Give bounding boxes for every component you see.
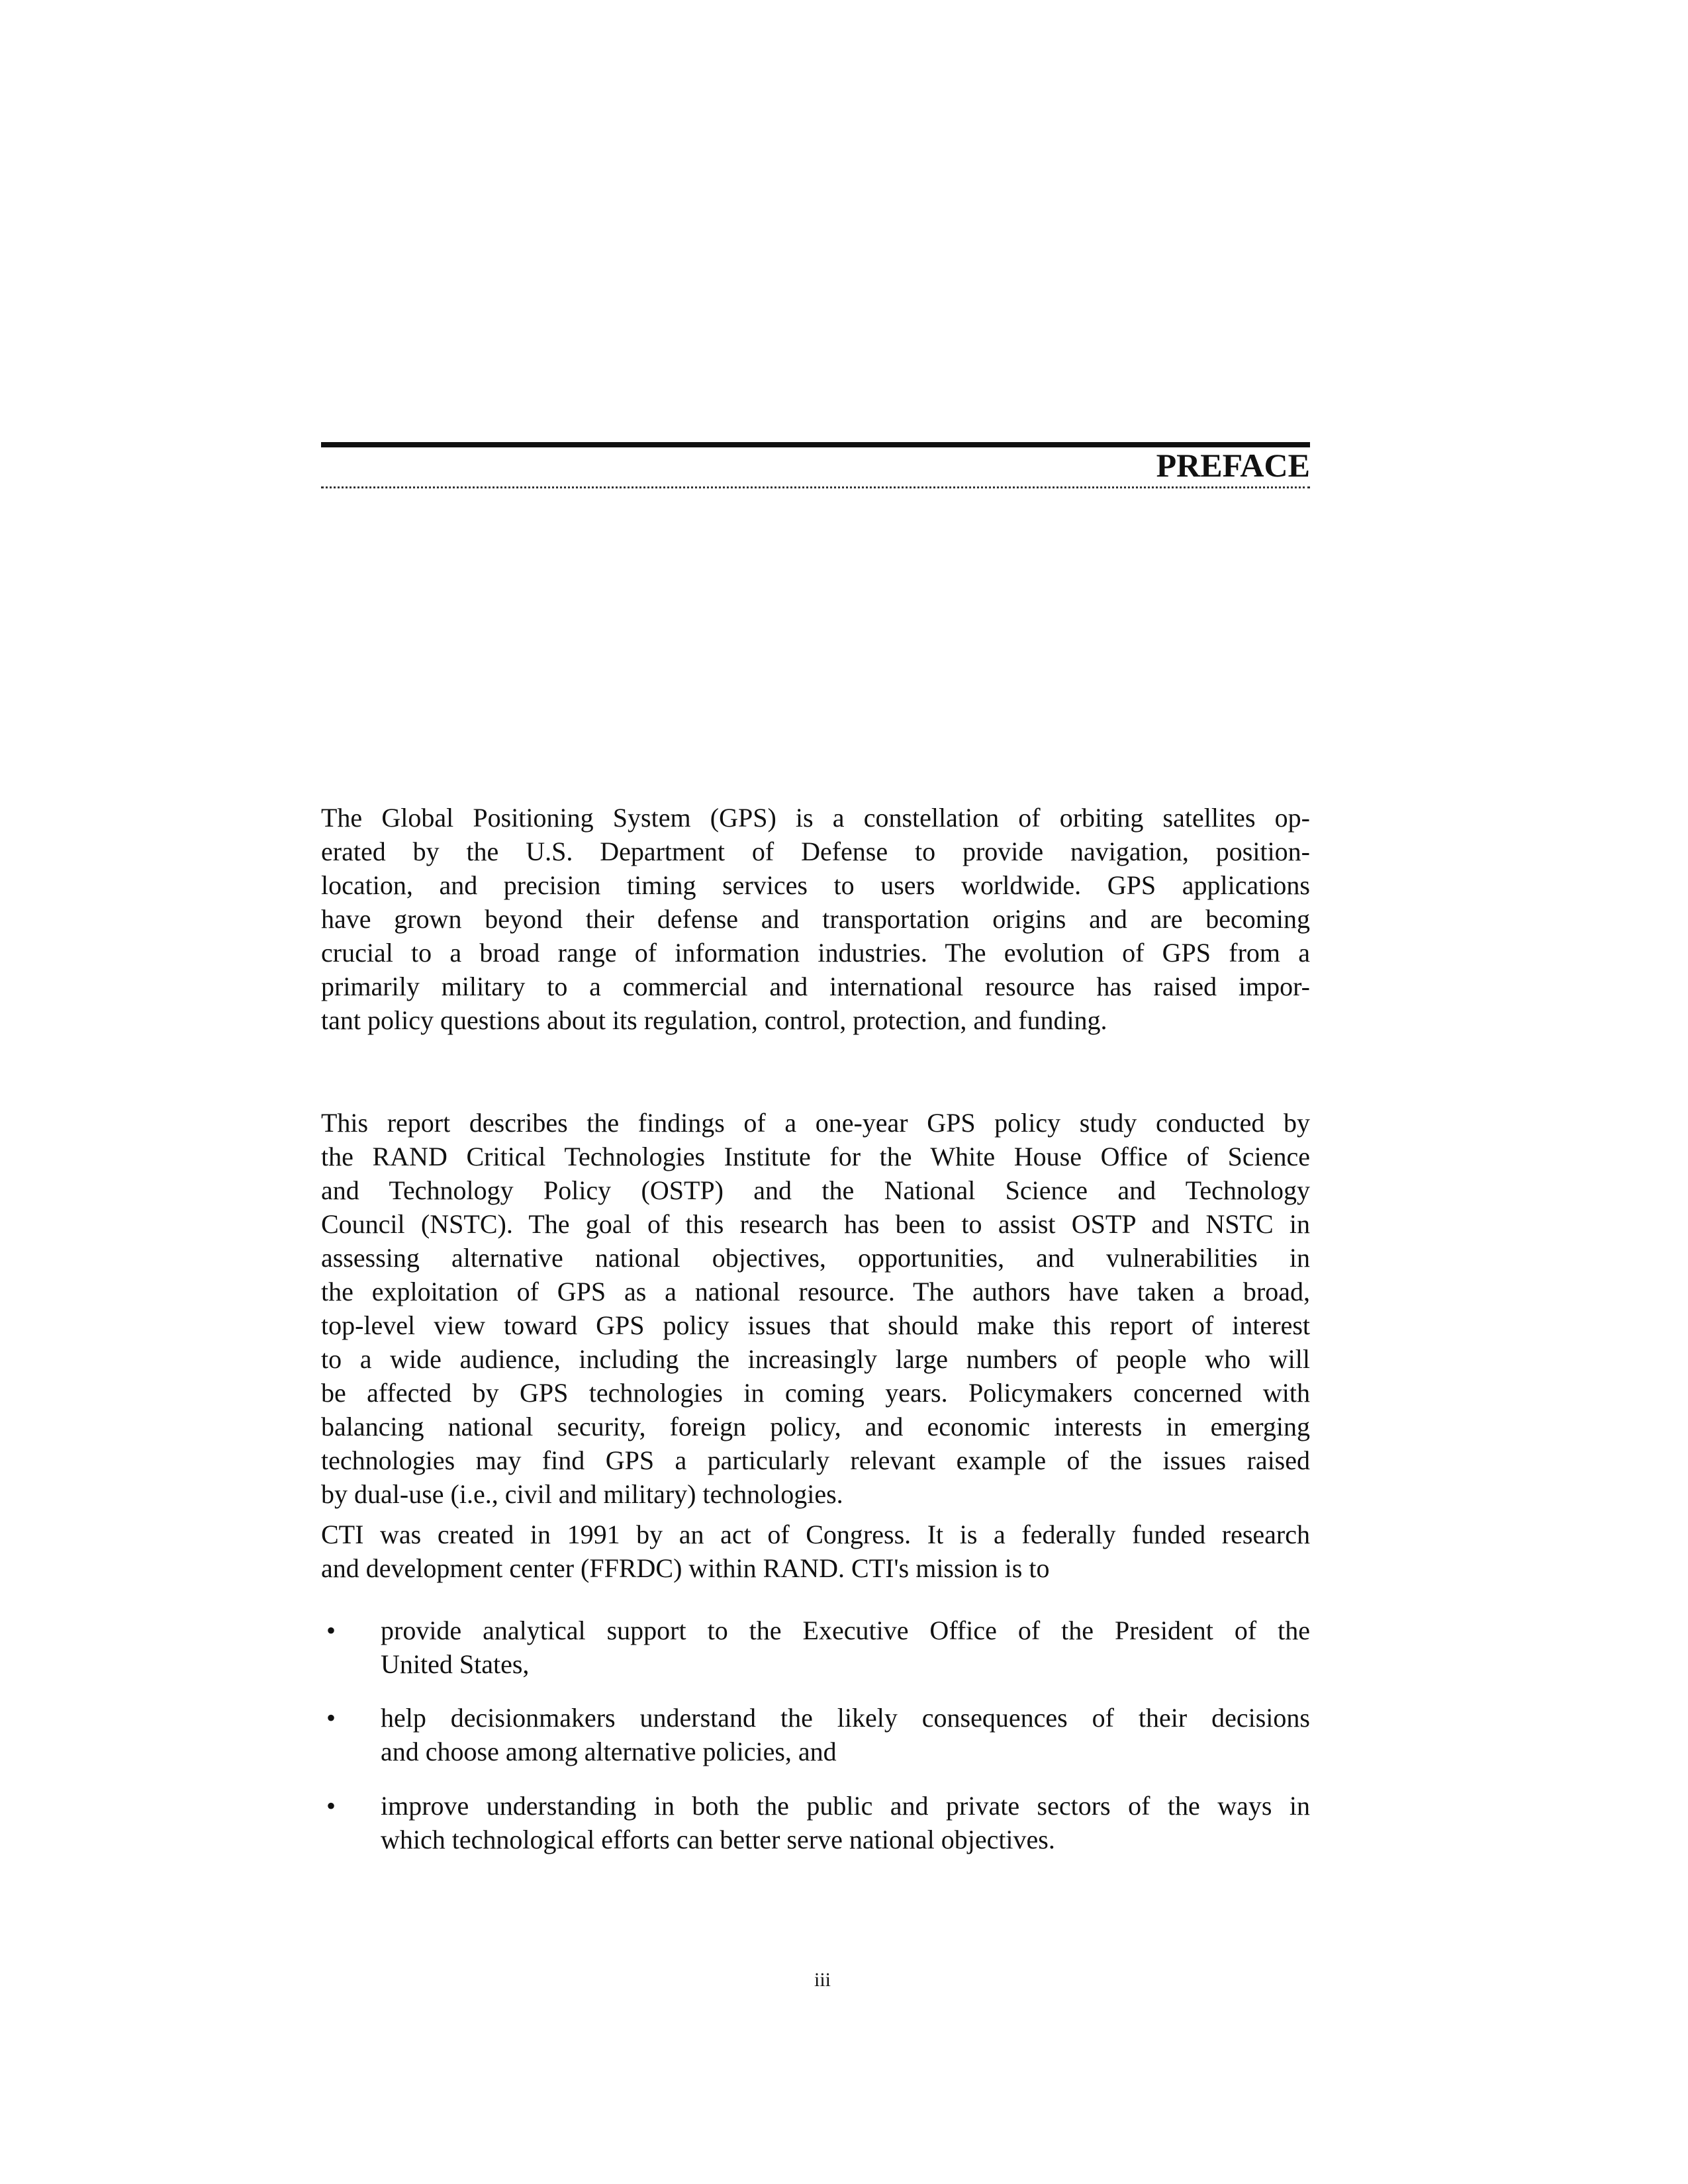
text-line: top-level view toward GPS policy issues that should make this report of interest xyxy=(321,1310,1310,1340)
text-line: CTI was created in 1991 by an act of Congress. It is a federally funded research xyxy=(321,1520,1310,1549)
text-line: provide analytical support to the Executive Office of the President of the xyxy=(381,1615,1310,1645)
text-line: the RAND Critical Technologies Institute for the White House Office of Science xyxy=(321,1142,1310,1171)
text-line: have grown beyond their defense and transportation origins and are becoming xyxy=(321,904,1310,934)
text-line: United States, xyxy=(381,1649,530,1679)
bullet-item xyxy=(321,1789,1310,1856)
text-line: by dual-use (i.e., civil and military) technologies. xyxy=(321,1479,843,1509)
page-title: PREFACE xyxy=(1156,447,1310,484)
bullet-icon: • xyxy=(326,1703,336,1733)
text-line: and development center (FFRDC) within RAND. CTI's mission is to xyxy=(321,1553,1050,1583)
text-line: This report describes the findings of a one-year GPS policy study conducted by xyxy=(321,1108,1310,1138)
paragraph-2 xyxy=(321,1106,1310,1511)
text-line: the exploitation of GPS as a national resource. The authors have taken a broad, xyxy=(321,1277,1310,1306)
text-line: technologies may find GPS a particularly relevant example of the issues raised xyxy=(321,1445,1310,1475)
text-line: which technological efforts can better serve national objectives. xyxy=(381,1825,1055,1854)
text-line: The Global Positioning System (GPS) is a constellation of orbiting satellites op- xyxy=(321,803,1310,833)
text-line: help decisionmakers understand the likely consequences of their decisions xyxy=(381,1703,1310,1733)
text-line: balancing national security, foreign policy, and economic interests in emerging xyxy=(321,1412,1310,1441)
text-line: improve understanding in both the public and private sectors of the ways in xyxy=(381,1791,1310,1821)
text-line: crucial to a broad range of information industries. The evolution of GPS from a xyxy=(321,938,1310,968)
text-line: and Technology Policy (OSTP) and the National Science and Technology xyxy=(321,1175,1310,1205)
text-line: Council (NSTC). The goal of this research has been to assist OSTP and NSTC in xyxy=(321,1209,1310,1239)
text-line: to a wide audience, including the increasingly large numbers of people who will xyxy=(321,1344,1310,1374)
text-line: location, and precision timing services to users worldwide. GPS applications xyxy=(321,870,1310,900)
bullet-icon: • xyxy=(326,1791,336,1821)
text-line: and choose among alternative policies, and xyxy=(381,1737,837,1766)
paragraph-3 xyxy=(321,1518,1310,1585)
page-number: iii xyxy=(814,1969,831,1991)
text-line: be affected by GPS technologies in coming years. Policymakers concerned with xyxy=(321,1378,1310,1408)
text-line: tant policy questions about its regulation, control, protection, and funding. xyxy=(321,1005,1107,1035)
text-line: erated by the U.S. Department of Defense to provide navigation, position- xyxy=(321,837,1310,866)
bullet-item xyxy=(321,1701,1310,1768)
header-rule-bottom xyxy=(321,486,1310,488)
text-line: primarily military to a commercial and international resource has raised impor- xyxy=(321,972,1310,1001)
bullet-item xyxy=(321,1614,1310,1681)
bullet-icon: • xyxy=(326,1615,336,1645)
text-line: assessing alternative national objectives, opportunities, and vulnerabilities in xyxy=(321,1243,1310,1273)
paragraph-1 xyxy=(321,801,1310,1037)
